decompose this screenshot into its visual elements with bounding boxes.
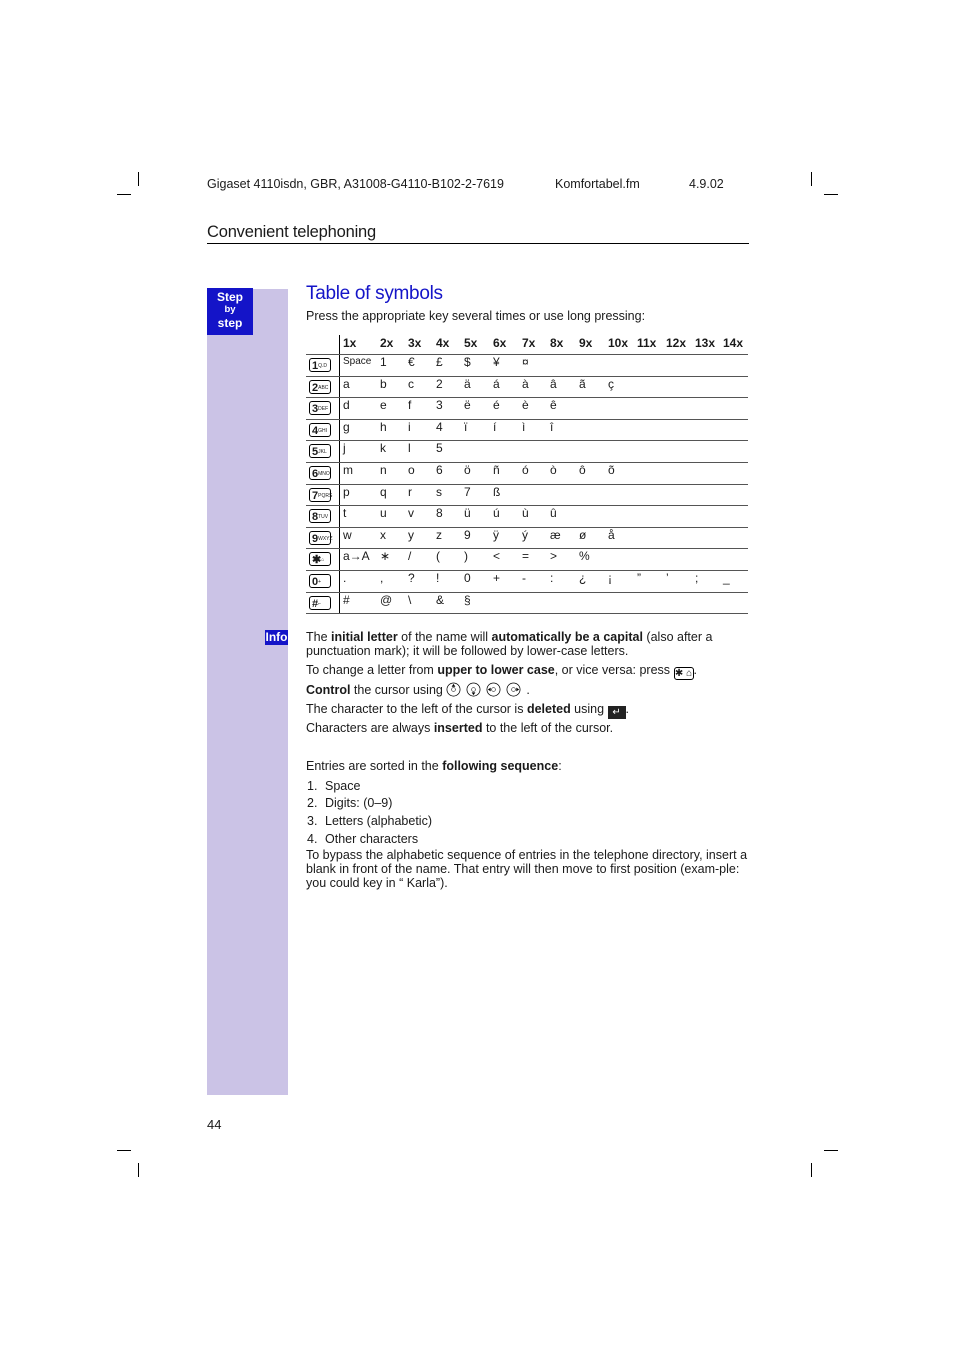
table-cell: ò	[550, 463, 557, 477]
table-cell: 7	[464, 484, 471, 499]
table-cell: ú	[493, 506, 500, 521]
table-cell: )	[464, 549, 468, 564]
key-10-icon	[309, 552, 331, 566]
header-doc-id: Gigaset 4110isdn, GBR, A31008-G4110-B102-2-7619	[207, 177, 504, 191]
table-cell: §	[464, 592, 471, 607]
table-cell: v	[408, 506, 414, 521]
table-cell: ’	[666, 571, 669, 585]
key-label: 6	[312, 468, 319, 480]
table-row-rule	[306, 440, 748, 441]
list-number: 3.	[307, 814, 318, 828]
table-cell: à	[522, 376, 529, 391]
table-cell: ¡	[608, 571, 612, 585]
key-5-icon	[309, 444, 331, 458]
table-column-header: 8x	[550, 336, 564, 350]
bold-text: automatically be a capital	[491, 630, 643, 644]
table-cell: d	[343, 398, 350, 413]
bold-text: deleted	[526, 702, 571, 716]
table-cell: :	[550, 571, 554, 585]
key-sub-label: JKL	[318, 449, 327, 456]
crop-mark	[138, 172, 139, 186]
table-column-header: 11x	[637, 336, 657, 350]
list-number: 1.	[307, 779, 318, 793]
info-paragraph-case	[306, 663, 748, 680]
table-cell: t	[343, 506, 347, 521]
nav-key-up-icon	[446, 682, 461, 697]
table-cell: i	[408, 419, 411, 434]
key-label: 1	[312, 360, 319, 372]
table-cell: _	[723, 571, 730, 585]
table-cell: ;	[695, 571, 699, 585]
table-cell: é	[493, 398, 500, 413]
table-cell: ô	[579, 463, 586, 477]
table-cell: c	[408, 376, 414, 391]
page-number: 44	[207, 1117, 222, 1132]
key-12-icon	[309, 596, 331, 610]
sidebar	[207, 289, 288, 1095]
table-cell: ,	[380, 571, 384, 585]
key-label: 7	[312, 489, 319, 502]
table-cell: ¤	[522, 355, 529, 369]
bold-text: inserted	[433, 721, 483, 735]
table-cell: u	[380, 506, 387, 521]
key-1-icon	[309, 358, 331, 372]
table-column-header: 10x	[608, 336, 629, 350]
table-column-header: 14x	[723, 336, 744, 350]
table-cell: >	[550, 549, 558, 564]
crop-mark	[824, 194, 838, 195]
section-divider	[207, 243, 749, 244]
bold-text: following sequence	[442, 759, 559, 773]
table-cell: ï	[464, 419, 468, 434]
text: to the left of the cursor.	[482, 721, 614, 735]
table-cell: h	[380, 419, 387, 434]
table-cell: #	[343, 592, 350, 607]
table-cell: ó	[522, 463, 529, 477]
table-cell: .	[343, 571, 347, 585]
bold-text: upper to lower case	[437, 663, 555, 677]
table-cell: ý	[522, 527, 528, 542]
key-sub-label: ⌂	[321, 557, 325, 564]
key-sub-label: Q.D	[318, 363, 328, 369]
header-date: 4.9.02	[689, 177, 724, 191]
table-cell: î	[550, 419, 554, 434]
key-7-icon	[309, 488, 331, 502]
key-label: 3	[312, 403, 319, 416]
table-cell: €	[408, 355, 415, 369]
table-cell: 0	[464, 571, 471, 585]
table-cell: a→A	[343, 549, 370, 564]
list-item	[307, 814, 432, 828]
table-cell: =	[522, 549, 530, 564]
table-cell: -	[522, 571, 526, 585]
table-column-header: 12x	[666, 336, 687, 350]
table-cell: æ	[550, 527, 561, 542]
crop-mark	[811, 1163, 812, 1177]
table-cell: ü	[464, 506, 471, 521]
table-cell: <	[493, 549, 501, 564]
table-cell: ∗	[380, 549, 391, 564]
table-cell: 9	[464, 527, 471, 542]
key-sub-label: WXYZ	[318, 535, 333, 542]
text: Characters are always	[306, 721, 434, 735]
key-11-icon	[309, 574, 331, 588]
table-row-rule	[306, 484, 748, 485]
crop-mark	[824, 1150, 838, 1151]
key-sub-label: TUV	[318, 514, 329, 521]
table-cell: $	[464, 355, 471, 369]
list-number: 4.	[307, 832, 318, 846]
table-cell: f	[408, 398, 412, 413]
bold-text: initial letter	[331, 630, 398, 644]
key-4-icon	[309, 423, 331, 437]
table-column-header: 6x	[493, 336, 507, 350]
list-text: Letters (alphabetic)	[325, 814, 433, 828]
table-cell: ”	[637, 571, 641, 585]
table-cell: 1	[380, 355, 387, 369]
table-cell: ä	[464, 376, 471, 391]
table-cell: n	[380, 463, 387, 477]
table-cell: ê	[550, 398, 557, 413]
table-cell: ö	[464, 463, 471, 477]
table-column-header: 5x	[464, 336, 478, 350]
key-label: 8	[312, 511, 319, 524]
key-sub-label: PQRS	[318, 492, 333, 499]
key-6-icon	[309, 466, 331, 480]
crop-mark	[138, 1163, 139, 1177]
table-cell: è	[522, 398, 529, 413]
table-row-rule	[306, 592, 748, 593]
text: using	[570, 702, 608, 716]
text: .	[625, 702, 630, 716]
step-by-step-badge	[207, 288, 253, 335]
table-cell: ÿ	[493, 527, 499, 542]
text: To change a letter from	[306, 663, 438, 677]
intro-text: Press the appropriate key several times or use long pressing:	[306, 309, 646, 323]
text: , or vice versa: press	[554, 663, 674, 677]
table-cell: l	[408, 441, 411, 456]
table-cell: ã	[579, 376, 586, 391]
key-label: 2	[312, 381, 319, 394]
text: The	[306, 630, 332, 644]
key-label: 9	[312, 532, 319, 545]
table-cell: (	[436, 549, 440, 564]
table-cell: ç	[608, 376, 614, 391]
table-cell: 4	[436, 419, 443, 434]
info-paragraph-delete	[306, 702, 748, 719]
text: .	[693, 663, 698, 677]
crop-mark	[117, 194, 131, 195]
info-badge: Info	[265, 630, 288, 644]
key-sub-label: ⌐	[318, 600, 322, 607]
table-cell: õ	[608, 463, 615, 477]
table-cell: /	[408, 549, 412, 564]
table-cell: á	[493, 376, 500, 391]
nav-key-right-icon	[506, 682, 521, 697]
table-cell: o	[408, 463, 415, 477]
table-cell: k	[380, 441, 386, 456]
sorting-note: To bypass the alphabetic sequence of entries in the telephone directory, insert a blank in front of the name. That entry will then move to first position (exam-ple: you could key in “ Karla”).	[306, 848, 748, 890]
table-cell: 5	[436, 441, 443, 456]
bold-text: Control	[306, 683, 351, 697]
table-row-rule	[306, 570, 748, 571]
key-sub-label: MNO	[318, 471, 330, 477]
text: Entries are sorted in the	[306, 759, 443, 773]
list-text: Digits: (0–9)	[325, 796, 393, 810]
table-row-rule	[306, 613, 748, 614]
key-sub-label: ABC	[318, 384, 329, 391]
list-number: 2.	[307, 796, 318, 810]
table-cell: 3	[436, 398, 443, 413]
table-cell: &	[436, 592, 445, 607]
list-item	[307, 779, 360, 793]
key-sub-label: GHI	[318, 427, 328, 434]
key-sub-label: DEF	[318, 406, 329, 413]
table-cell: \	[408, 592, 412, 607]
section-title: Convenient telephoning	[207, 223, 376, 241]
table-cell: m	[343, 463, 353, 477]
crop-mark	[117, 1150, 131, 1151]
table-cell: í	[493, 419, 497, 434]
table-cell: 2	[436, 376, 443, 391]
table-column-header: 7x	[522, 336, 536, 350]
text: The character to the left of the cursor is	[306, 702, 527, 716]
key-label: #	[312, 597, 319, 610]
key-2-icon	[309, 380, 331, 394]
table-cell: r	[408, 484, 412, 499]
step-badge-line1: Step	[216, 290, 243, 304]
step-badge-line2: by	[224, 304, 236, 315]
text: .	[526, 683, 530, 697]
table-cell: q	[380, 484, 387, 499]
table-cell: Space	[343, 356, 372, 367]
table-cell: å	[608, 527, 615, 542]
table-cell: w	[343, 527, 352, 542]
key-9-icon	[309, 531, 331, 545]
table-cell: ë	[464, 398, 471, 413]
table-cell: û	[550, 506, 557, 521]
table-cell: j	[343, 441, 346, 456]
table-column-header: 2x	[380, 336, 394, 350]
table-cell: @	[380, 592, 393, 607]
key-label: 4	[312, 424, 319, 437]
table-cell: !	[436, 571, 440, 585]
key-3-icon	[309, 401, 331, 415]
star-key-icon: ✱ ⌂	[674, 668, 693, 679]
table-cell: y	[408, 527, 414, 542]
table-cell: ¿	[579, 571, 587, 585]
table-column-header: 3x	[408, 336, 422, 350]
table-cell: 8	[436, 506, 443, 521]
table-cell: %	[579, 549, 590, 564]
table-cell: ù	[522, 506, 529, 521]
table-cell: ñ	[493, 463, 500, 477]
key-sub-label: +	[318, 579, 322, 585]
text: (also after a punctuation mark); it will be followed by lower-case letters.	[306, 630, 713, 658]
table-cell: ì	[522, 419, 526, 434]
table-column-header: 4x	[436, 336, 450, 350]
list-item	[307, 832, 418, 846]
table-column-header: 9x	[579, 336, 593, 350]
key-label: 0	[312, 576, 319, 588]
table-cell: ¥	[493, 355, 500, 369]
table-cell: z	[436, 527, 442, 542]
table-cell: ø	[579, 527, 587, 542]
table-cell: +	[493, 571, 501, 585]
step-badge-line3: step	[217, 315, 243, 330]
crop-mark	[811, 172, 812, 186]
table-cell: ?	[408, 571, 415, 585]
key-8-icon	[309, 509, 331, 523]
key-label: 5	[312, 446, 319, 459]
table-cell: g	[343, 419, 350, 434]
table-column-header: 13x	[695, 336, 716, 350]
info-paragraph-capital	[306, 630, 748, 658]
delete-key-icon: ↵	[608, 706, 626, 719]
table-cell: x	[380, 527, 386, 542]
info-paragraph-control	[306, 682, 748, 697]
table-cell: ß	[493, 484, 501, 499]
list-text: Other characters	[325, 832, 419, 846]
info-paragraph-insert	[306, 721, 748, 735]
nav-key-down-icon	[466, 682, 481, 697]
text: :	[558, 759, 562, 773]
page-title: Table of symbols	[306, 283, 443, 304]
sorting-lead	[306, 759, 748, 773]
list-text: Space	[325, 779, 361, 793]
text: the cursor using	[350, 683, 447, 697]
text: of the name will	[397, 630, 492, 644]
table-cell: b	[380, 376, 387, 391]
table-cell: s	[436, 484, 442, 499]
list-item	[307, 796, 392, 810]
table-cell: 6	[436, 463, 443, 477]
table-row-rule	[306, 419, 748, 420]
table-column-header: 1x	[343, 336, 357, 350]
table-cell: e	[380, 398, 387, 413]
table-cell: a	[343, 376, 350, 391]
nav-key-left-icon	[486, 682, 501, 697]
table-cell: â	[550, 376, 557, 391]
key-label: ✱	[312, 554, 322, 567]
header-file: Komfortabel.fm	[555, 177, 640, 191]
table-cell: p	[343, 484, 350, 499]
table-cell: £	[436, 355, 443, 369]
